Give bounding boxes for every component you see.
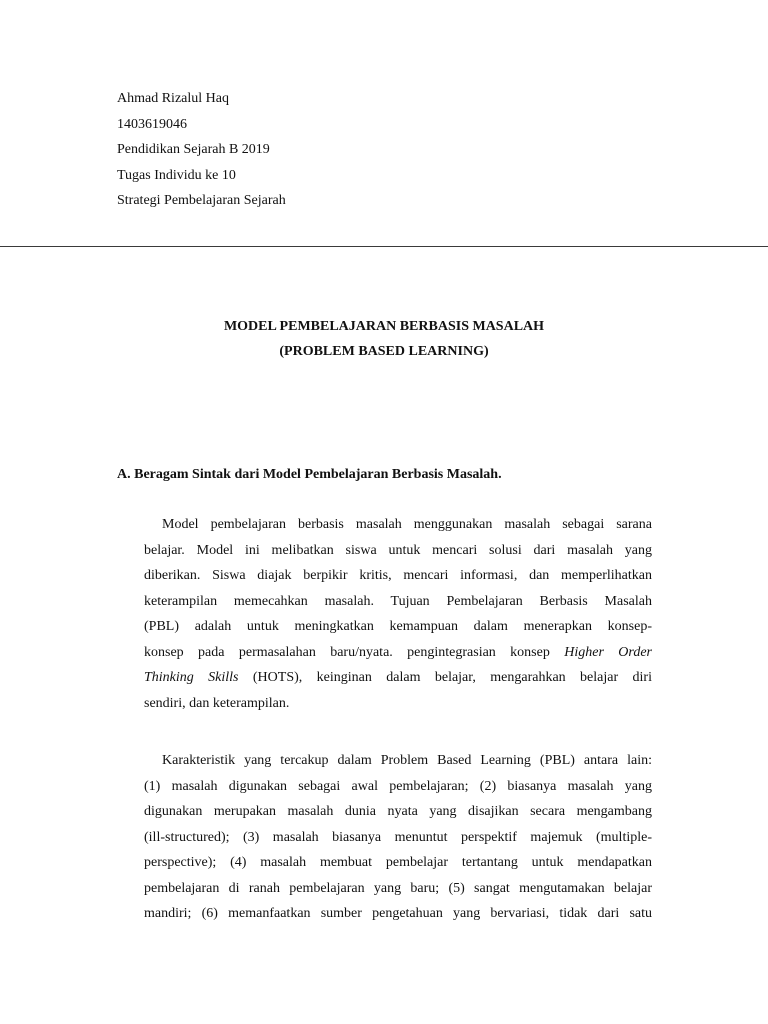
student-info [117,86,286,214]
student-id: 1403619046 [117,116,187,132]
paragraph-2-line: (ill-structured); (3) masalah biasanya menuntut perspektif majemuk (multiple- [144,829,652,845]
paragraph-2-line: perspective); (4) masalah membuat pembelajar tertantang untuk mendapatkan [144,855,652,870]
paragraph-2-line: mandiri; (6) memanfaatkan sumber pengetahuan yang bervariasi, tidak dari satu [144,906,652,921]
document-title [0,314,768,364]
hots-term-part-1: Higher Order [564,644,652,660]
assignment-label: Tugas Individu ke 10 [117,167,236,183]
paragraph-1-line: diberikan. Siswa diajak berpikir kritis, mencari informasi, dan memperlihatkan [144,568,652,583]
paragraph-1-line [144,640,652,666]
section-a-heading: A. Beragam Sintak dari Model Pembelajaran Berbasis Masalah. [117,467,502,482]
paragraph-2-line: digunakan merupakan masalah dunia nyata yang disajikan secara mengambang [144,804,652,819]
paragraph-2 [144,748,652,927]
line-text: (HOTS), keinginan dalam belajar, mengarahkan belajar diri [238,670,652,685]
line-text: konsep pada permasalahan baru/nyata. pengintegrasian konsep [144,644,565,660]
course-name: Strategi Pembelajaran Sejarah [117,193,286,208]
paragraph-2-line: pembelajaran di ranah pembelajaran yang baru; (5) sangat mengutamakan belajar [144,880,652,896]
paragraph-1-line: Model pembelajaran berbasis masalah menggunakan masalah sebagai sarana [162,517,652,532]
paragraph-1-line: (PBL) adalah untuk meningkatkan kemampuan dalam menerapkan konsep- [144,619,652,634]
paragraph-1 [144,512,652,716]
title-line-1: MODEL PEMBELAJARAN BERBASIS MASALAH [223,319,545,334]
study-program: Pendidikan Sejarah B 2019 [117,142,270,157]
paragraph-1-line: keterampilan memecahkan masalah. Tujuan Pembelajaran Berbasis Masalah [144,593,652,609]
paragraph-1-line [144,665,652,691]
paragraph-2-line: Karakteristik yang tercakup dalam Problem Based Learning (PBL) antara lain: [162,753,652,768]
paragraph-2-line: (1) masalah digunakan sebagai awal pembelajaran; (2) biasanya masalah yang [144,778,652,794]
title-line-2: (PROBLEM BASED LEARNING) [279,344,489,359]
paragraph-1-line: sendiri, dan keterampilan. [144,695,290,711]
hots-term-part-2: Thinking Skills [144,670,239,685]
student-name: Ahmad Rizalul Haq [117,91,229,106]
header-divider [0,246,768,247]
paragraph-1-line: belajar. Model ini melibatkan siswa untuk mencari solusi dari masalah yang [144,542,652,558]
